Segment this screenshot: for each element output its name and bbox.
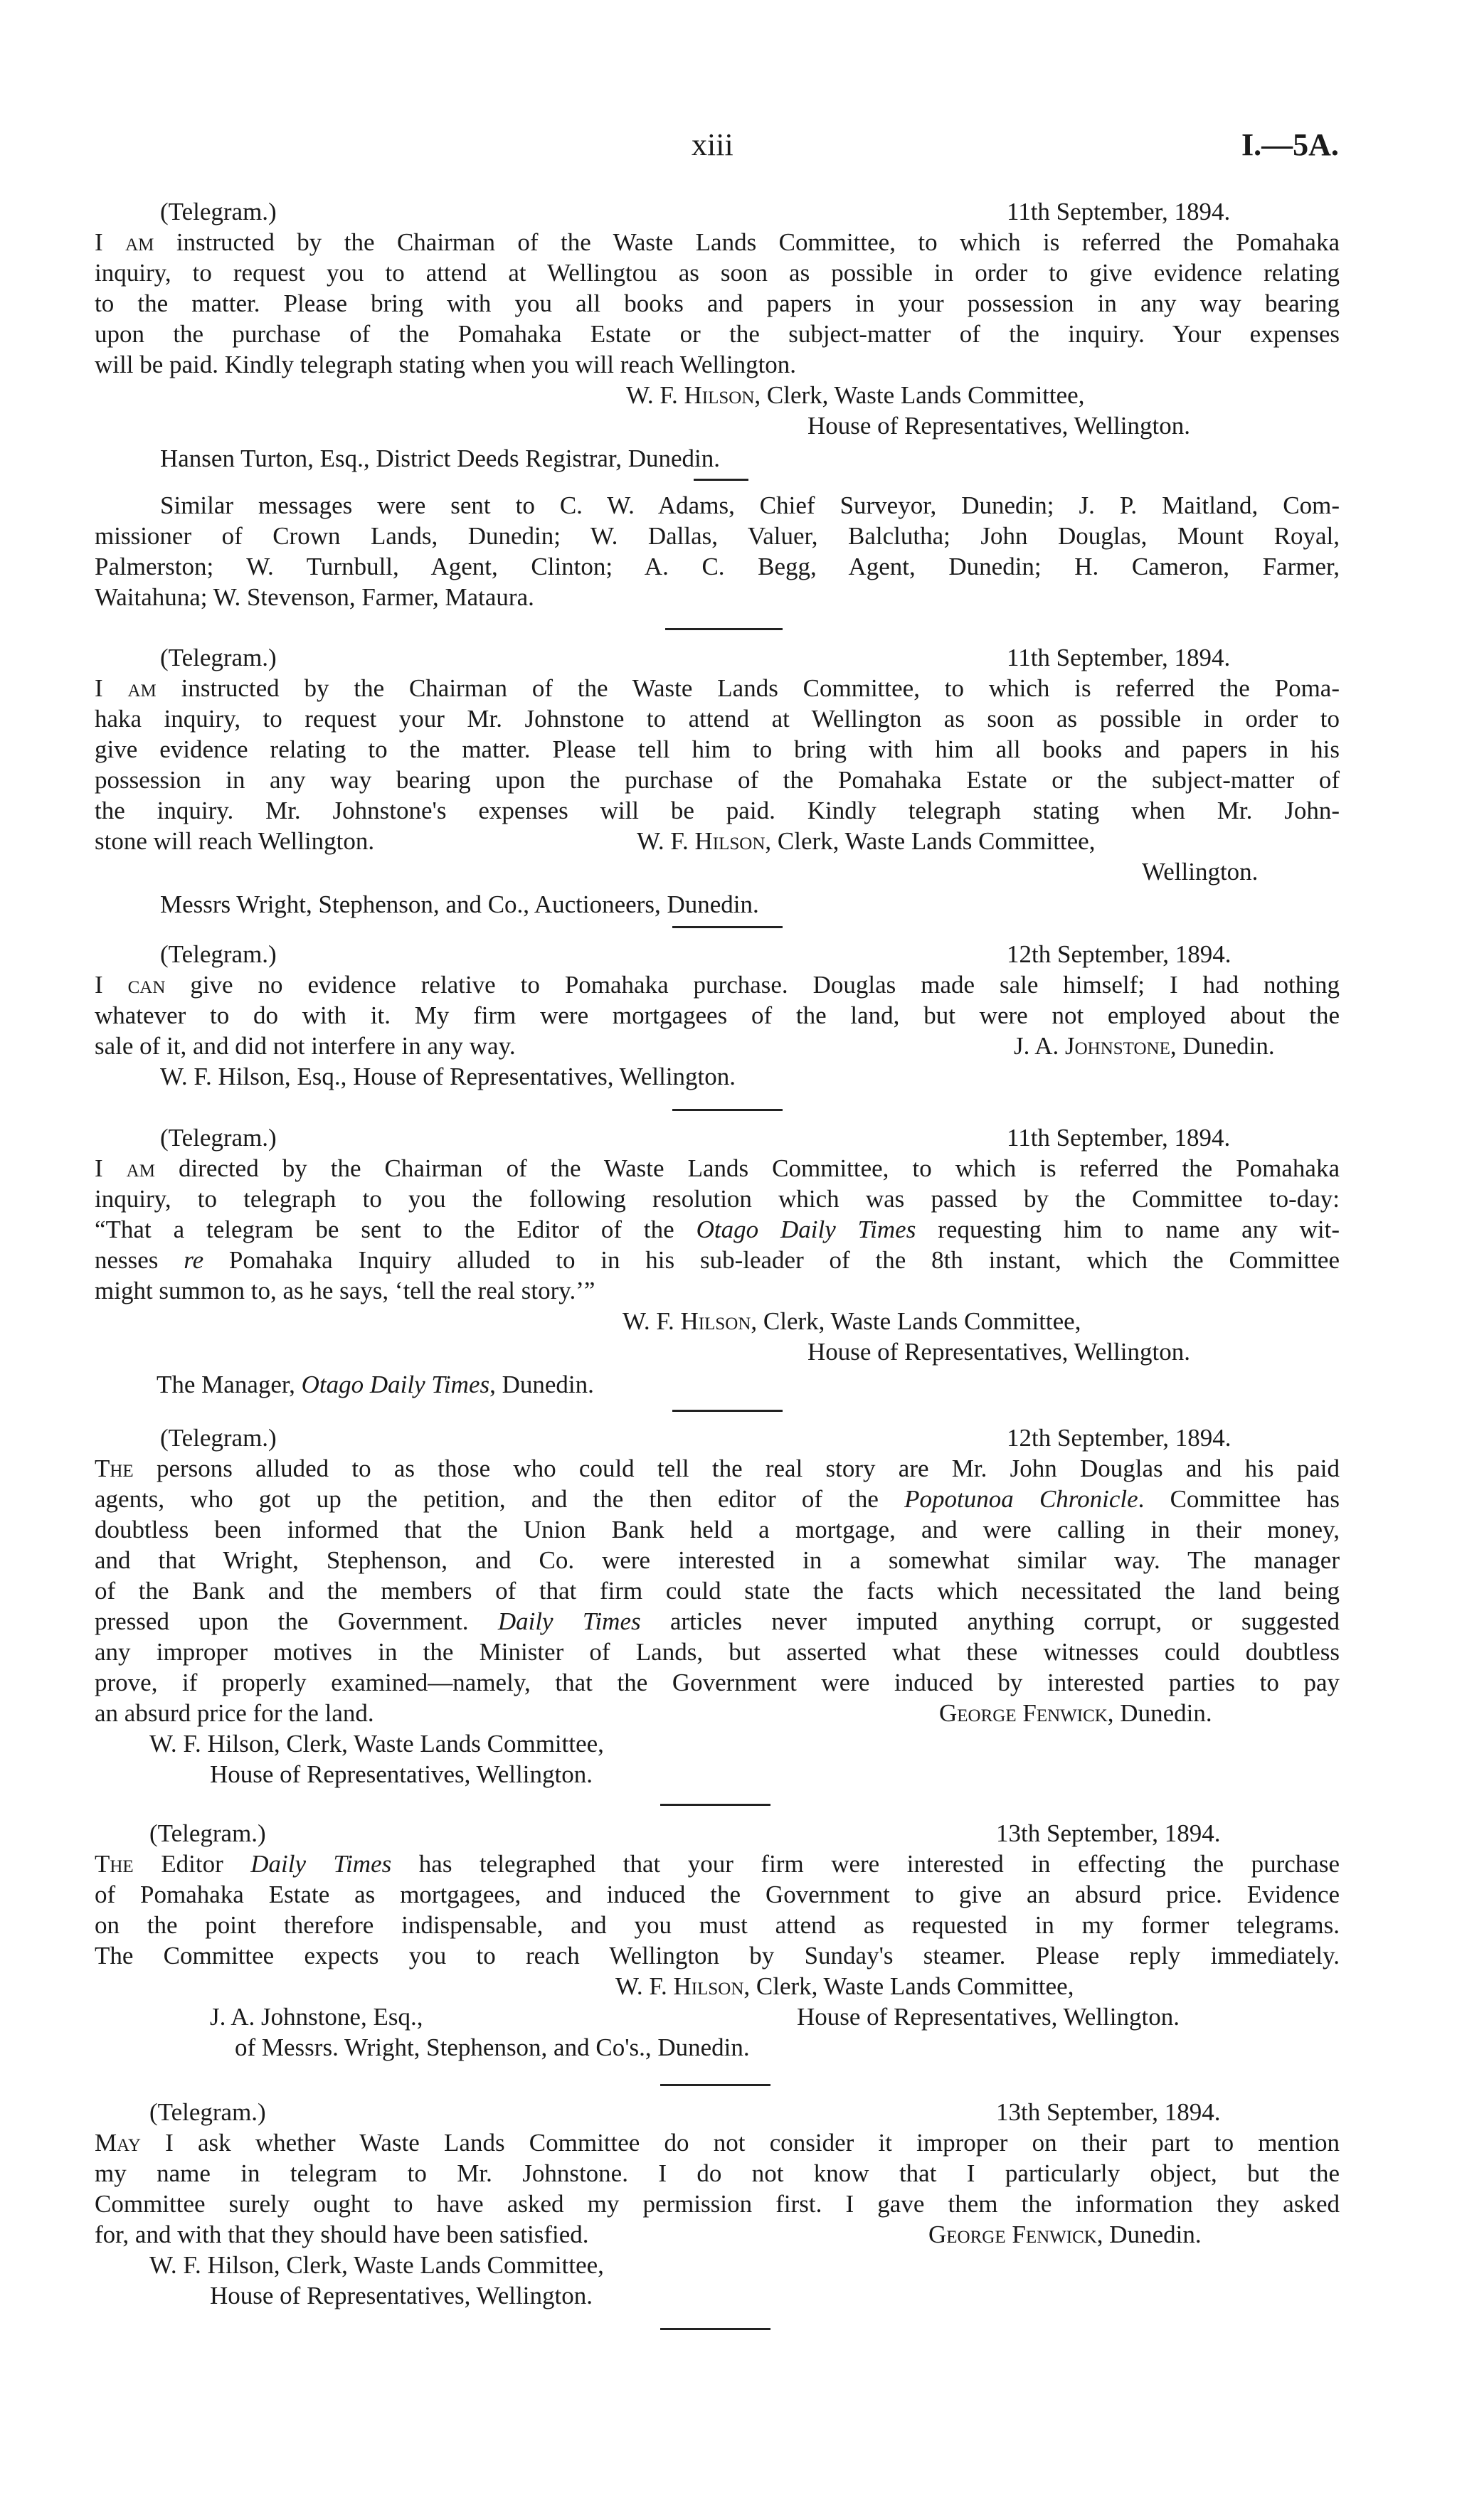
telegram-4-date: 11th September, 1894. (1007, 1124, 1231, 1152)
similar-messages-line-3: Palmerston; W. Turnbull, Agent, Clinton; A. C. Begg, Agent, Dunedin; H. Cameron, Farmer, (95, 553, 1340, 580)
divider (672, 1109, 783, 1111)
divider (694, 479, 748, 481)
telegram-1-signature: W. F. Hilson, Clerk, Waste Lands Committee, (626, 381, 1085, 409)
divider (672, 926, 783, 928)
telegram-4-signature-line-2: House of Representatives, Wellington. (807, 1338, 1190, 1366)
divider (665, 628, 783, 630)
telegram-3-heading: (Telegram.) (160, 940, 277, 968)
telegram-5-line-4: and that Wright, Stephenson, and Co. were interested in a somewhat similar way. The manager (95, 1546, 1340, 1574)
telegram-4-signature: W. F. Hilson, Clerk, Waste Lands Committee, (623, 1307, 1081, 1335)
telegram-5-line-9: an absurd price for the land. (95, 1699, 374, 1727)
telegram-6-addressee-line-1: J. A. Johnstone, Esq., (210, 2003, 423, 2031)
telegram-5-date: 12th September, 1894. (1007, 1424, 1231, 1452)
telegram-5-line-2: agents, who got up the petition, and the then editor of the Popotunoa Chronicle. Committee has (95, 1485, 1340, 1513)
telegram-7-signature: George Fenwick, Dunedin. (928, 2221, 1202, 2248)
telegram-5-heading: (Telegram.) (160, 1424, 277, 1452)
telegram-2-line-5: the inquiry. Mr. Johnstone's expenses will be paid. Kindly telegraph stating when Mr. John- (95, 797, 1340, 824)
telegram-2-heading: (Telegram.) (160, 644, 277, 671)
telegram-1-line-3: to the matter. Please bring with you all books and papers in your possession in any way bearing (95, 289, 1340, 317)
divider (660, 1804, 770, 1806)
telegram-5-line-8: prove, if properly examined—namely, that the Government were induced by interested parties to pay (95, 1669, 1340, 1696)
telegram-2-signature: W. F. Hilson, Clerk, Waste Lands Committee, (637, 827, 1096, 855)
telegram-4-line-2: inquiry, to telegraph to you the following resolution which was passed by the Committee to-day: (95, 1185, 1340, 1213)
similar-messages-line-1: Similar messages were sent to C. W. Adams, Chief Surveyor, Dunedin; J. P. Maitland, Com- (160, 491, 1340, 519)
telegram-2-line-6: stone will reach Wellington. (95, 827, 375, 855)
telegram-4-line-4: nesses re Pomahaka Inquiry alluded to in his sub-leader of the 8th instant, which the Committee (95, 1246, 1340, 1274)
divider (660, 2084, 770, 2086)
telegram-5-line-5: of the Bank and the members of that firm could state the facts which necessitated the land being (95, 1577, 1340, 1605)
divider (672, 1410, 783, 1412)
telegram-7-addressee-line-1: W. F. Hilson, Clerk, Waste Lands Committee, (149, 2251, 604, 2279)
telegram-7-line-4: for, and with that they should have been satisfied. (95, 2221, 589, 2248)
telegram-7-date: 13th September, 1894. (996, 2098, 1221, 2126)
telegram-2-line-4: possession in any way bearing upon the purchase of the Pomahaka Estate or the subject-matter of (95, 766, 1340, 794)
telegram-5-line-7: any improper motives in the Minister of Lands, but asserted what these witnesses could doubtless (95, 1638, 1340, 1666)
page-number: xiii (692, 127, 733, 162)
telegram-2-date: 11th September, 1894. (1007, 644, 1231, 671)
telegram-6-line-4: The Committee expects you to reach Wellington by Sunday's steamer. Please reply immediately. (95, 1942, 1340, 1969)
telegram-4-line-3: “That a telegram be sent to the Editor of the Otago Daily Times requesting him to name any wit- (95, 1216, 1340, 1243)
telegram-6-line-3: on the point therefore indispensable, and you must attend as requested in my former telegrams. (95, 1911, 1340, 1939)
telegram-2-line-3: give evidence relating to the matter. Please tell him to bring with him all books and papers in his (95, 735, 1340, 763)
telegram-5-line-3: doubtless been informed that the Union Bank held a mortgage, and were calling in their money, (95, 1516, 1340, 1543)
telegram-1-heading: (Telegram.) (160, 198, 277, 225)
telegram-3-line-1: I can give no evidence relative to Pomahaka purchase. Douglas made sale himself; I had nothing (95, 971, 1340, 999)
telegram-6-date: 13th September, 1894. (996, 1819, 1221, 1847)
telegram-5-line-6: pressed upon the Government. Daily Times articles never imputed anything corrupt, or suggested (95, 1607, 1340, 1635)
telegram-4-line-5: might summon to, as he says, ‘tell the real story.’” (95, 1277, 595, 1304)
telegram-2-line-2: haka inquiry, to request your Mr. Johnstone to attend at Wellington as soon as possible in order to (95, 705, 1340, 733)
telegram-6-addressee-line-2: of Messrs. Wright, Stephenson, and Co's., Dunedin. (235, 2033, 750, 2061)
telegram-1-signature-line-2: House of Representatives, Wellington. (807, 412, 1190, 440)
telegram-6-line-2: of Pomahaka Estate as mortgagees, and induced the Government to give an absurd price. Evidence (95, 1881, 1340, 1908)
telegram-5-addressee-line-1: W. F. Hilson, Clerk, Waste Lands Committee, (149, 1730, 604, 1758)
document-reference: I.—5A. (1241, 127, 1339, 162)
telegram-2-signature-line-2: Wellington. (1142, 858, 1259, 886)
telegram-1-date: 11th September, 1894. (1007, 198, 1231, 225)
telegram-2-line-1: I am instructed by the Chairman of the Waste Lands Committee, to which is referred the Poma- (95, 674, 1340, 702)
telegram-6-signature-line-2: House of Representatives, Wellington. (797, 2003, 1180, 2031)
telegram-3-addressee: W. F. Hilson, Esq., House of Representatives, Wellington. (160, 1063, 736, 1090)
divider (660, 2328, 770, 2330)
telegram-7-heading: (Telegram.) (149, 2098, 266, 2126)
telegram-1-addressee: Hansen Turton, Esq., District Deeds Registrar, Dunedin. (160, 445, 720, 472)
telegram-7-line-1: May I ask whether Waste Lands Committee do not consider it improper on their part to mention (95, 2129, 1340, 2157)
telegram-3-line-3: sale of it, and did not interfere in any way. (95, 1032, 516, 1060)
telegram-1-line-4: upon the purchase of the Pomahaka Estate or the subject-matter of the inquiry. Your expenses (95, 320, 1340, 348)
telegram-7-line-3: Committee surely ought to have asked my permission first. I gave them the information they asked (95, 2190, 1340, 2218)
telegram-7-addressee-line-2: House of Representatives, Wellington. (210, 2282, 593, 2309)
telegram-3-date: 12th September, 1894. (1007, 940, 1231, 968)
telegram-4-heading: (Telegram.) (160, 1124, 277, 1152)
similar-messages-line-2: missioner of Crown Lands, Dunedin; W. Dallas, Valuer, Balclutha; John Douglas, Mount Royal, (95, 522, 1340, 550)
telegram-3-line-2: whatever to do with it. My firm were mortgagees of the land, but were not employed about the (95, 1001, 1340, 1029)
telegram-4-addressee: The Manager, Otago Daily Times, Dunedin. (157, 1371, 594, 1398)
telegram-6-line-1: The Editor Daily Times has telegraphed that your firm were interested in effecting the purchase (95, 1850, 1340, 1878)
telegram-5-addressee-line-2: House of Representatives, Wellington. (210, 1760, 593, 1788)
telegram-5-signature: George Fenwick, Dunedin. (939, 1699, 1212, 1727)
telegram-5-line-1: The persons alluded to as those who could tell the real story are Mr. John Douglas and his paid (95, 1455, 1340, 1482)
telegram-3-signature: J. A. Johnstone, Dunedin. (1014, 1032, 1275, 1060)
telegram-7-line-2: my name in telegram to Mr. Johnstone. I do not know that I particularly object, but the (95, 2159, 1340, 2187)
telegram-6-heading: (Telegram.) (149, 1819, 266, 1847)
telegram-1-line-5: will be paid. Kindly telegraph stating when you will reach Wellington. (95, 351, 797, 378)
telegram-1-line-2: inquiry, to request you to attend at Wellingtou as soon as possible in order to give evidence relating (95, 259, 1340, 287)
telegram-6-signature: W. F. Hilson, Clerk, Waste Lands Committee, (615, 1972, 1074, 2000)
telegram-1-line-1: I am instructed by the Chairman of the Waste Lands Committee, to which is referred the Pomahaka (95, 228, 1340, 256)
telegram-4-line-1: I am directed by the Chairman of the Waste Lands Committee, to which is referred the Pomahaka (95, 1154, 1340, 1182)
similar-messages-line-4: Waitahuna; W. Stevenson, Farmer, Mataura. (95, 583, 534, 611)
telegram-2-addressee: Messrs Wright, Stephenson, and Co., Auctioneers, Dunedin. (160, 890, 759, 918)
